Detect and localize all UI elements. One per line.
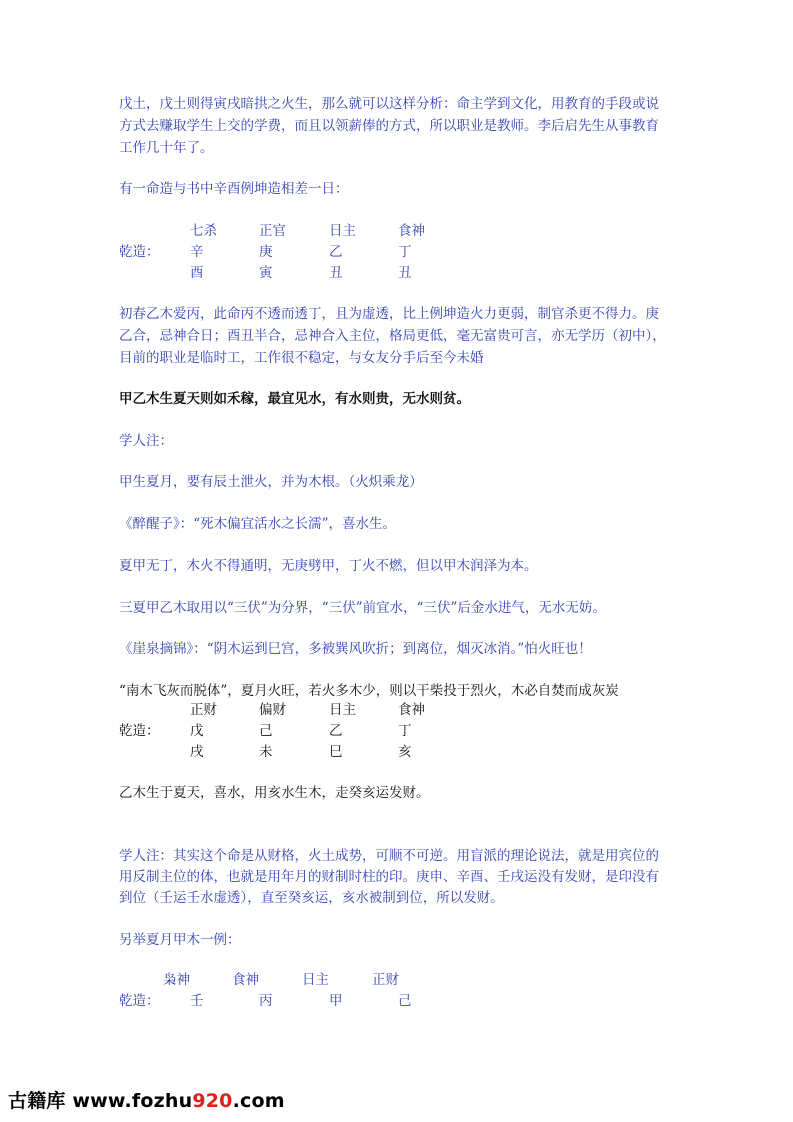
chart-label: 乾造： — [119, 993, 160, 1009]
chart-stem: 壬 — [190, 993, 204, 1009]
chart-stem: 戊 — [190, 723, 204, 739]
chart-god-label: 食神 — [232, 972, 259, 988]
section-heading: 甲乙木生夏天则如禾稼，最宜见水，有水则贵，无水则贫。 — [119, 391, 470, 407]
paragraph-line: 三夏甲乙木取用以“三伏”为分界，“三伏”前宜水，“三伏”后金水进气，无水无妨。 — [119, 600, 606, 616]
footer-prefix: 古籍库 www.fozhu — [8, 1090, 193, 1112]
chart-god-label: 食神 — [398, 223, 425, 239]
chart-branch: 丑 — [398, 265, 412, 281]
chart-stem: 甲 — [329, 993, 343, 1009]
chart-branch: 戌 — [190, 744, 204, 760]
paragraph-line: 工作几十年了。 — [119, 140, 214, 156]
chart-stem: 乙 — [329, 723, 343, 739]
chart-branch: 丑 — [329, 265, 343, 281]
chart-stem: 己 — [398, 993, 412, 1009]
chart-god-label: 日主 — [329, 223, 356, 239]
paragraph-line: “南木飞灰而脱体”，夏月火旺，若火多木少，则以干柴投于烈火，木必自焚而成灰炭 — [119, 683, 619, 699]
chart-branch: 未 — [259, 744, 273, 760]
chart-stem: 丙 — [259, 993, 273, 1009]
paragraph-line: 用反制主位的体，也就是用年月的财制时柱的印。庚申、辛酉、壬戌运没有发财，是印没有 — [119, 869, 659, 885]
chart-god-label: 日主 — [329, 702, 356, 718]
chart-god-label: 日主 — [302, 972, 329, 988]
chart-god-label: 正财 — [190, 702, 217, 718]
chart-god-label: 偏财 — [259, 702, 286, 718]
paragraph-line: 《崖泉摘锦》：“阴木运到巳宫，多被巽风吹折；到离位，烟灭冰消。”怕火旺也！ — [119, 641, 592, 657]
paragraph-line: 夏甲无丁，木火不得通明，无庚劈甲，丁火不燃，但以甲木润泽为本。 — [119, 558, 538, 574]
chart-label: 乾造： — [119, 723, 160, 739]
paragraph-line: 有一命造与书中辛酉例坤造相差一日： — [119, 181, 349, 197]
paragraph-line: 乙合，忌神合日；酉丑半合，忌神合入主位，格局更低，毫无富贵可言，亦无学历（初中）， — [119, 328, 666, 344]
paragraph-line: 学人注：其实这个命是从财格，火土成势，可顺不可逆。用盲派的理论说法，就是用宾位的 — [119, 848, 659, 864]
paragraph-line: 戊土，戊土则得寅戌暗拱之火生，那么就可以这样分析：命主学到文化，用教育的手段或说 — [119, 96, 659, 112]
chart-stem: 丁 — [398, 723, 412, 739]
chart-branch: 寅 — [259, 265, 273, 281]
paragraph-line: 方式去赚取学生上交的学费，而且以领薪俸的方式，所以职业是教师。李后启先生从事教育 — [119, 118, 659, 134]
footer-watermark — [8, 1086, 285, 1113]
chart-branch: 巳 — [329, 744, 343, 760]
paragraph-line: 初春乙木爱丙，此命丙不透而透丁，且为虚透，比上例坤造火力更弱，制官杀更不得力。庚 — [119, 306, 659, 322]
chart-god-label: 枭神 — [163, 972, 190, 988]
chart-god-label: 正官 — [259, 223, 286, 239]
paragraph-line: 到位（壬运壬水虚透），直至癸亥运，亥水被制到位，所以发财。 — [119, 890, 504, 906]
paragraph-line: 另举夏月甲木一例： — [119, 932, 241, 948]
footer-number: 920 — [192, 1090, 233, 1112]
chart-stem: 辛 — [190, 244, 204, 260]
paragraph-line: 学人注： — [119, 433, 173, 449]
chart-god-label: 七杀 — [190, 223, 217, 239]
footer-suffix: .com — [232, 1090, 285, 1112]
paragraph-line: 目前的职业是临时工，工作很不稳定，与女友分手后至今未婚 — [119, 350, 484, 366]
chart-stem: 丁 — [398, 244, 412, 260]
chart-god-label: 正财 — [372, 972, 399, 988]
paragraph-line: 甲生夏月，要有辰土泄火，并为木根。（火炽乘龙） — [119, 474, 423, 490]
chart-stem: 己 — [259, 723, 273, 739]
chart-god-label: 食神 — [398, 702, 425, 718]
paragraph-line: 乙木生于夏天，喜水，用亥水生木，走癸亥运发财。 — [119, 785, 430, 801]
paragraph-line: 《醉醒子》：“死木偏宜活水之长濡”，喜水生。 — [119, 516, 397, 532]
chart-stem: 庚 — [259, 244, 273, 260]
chart-branch: 酉 — [190, 265, 204, 281]
chart-branch: 亥 — [398, 744, 412, 760]
chart-label: 乾造： — [119, 244, 160, 260]
chart-stem: 乙 — [329, 244, 343, 260]
